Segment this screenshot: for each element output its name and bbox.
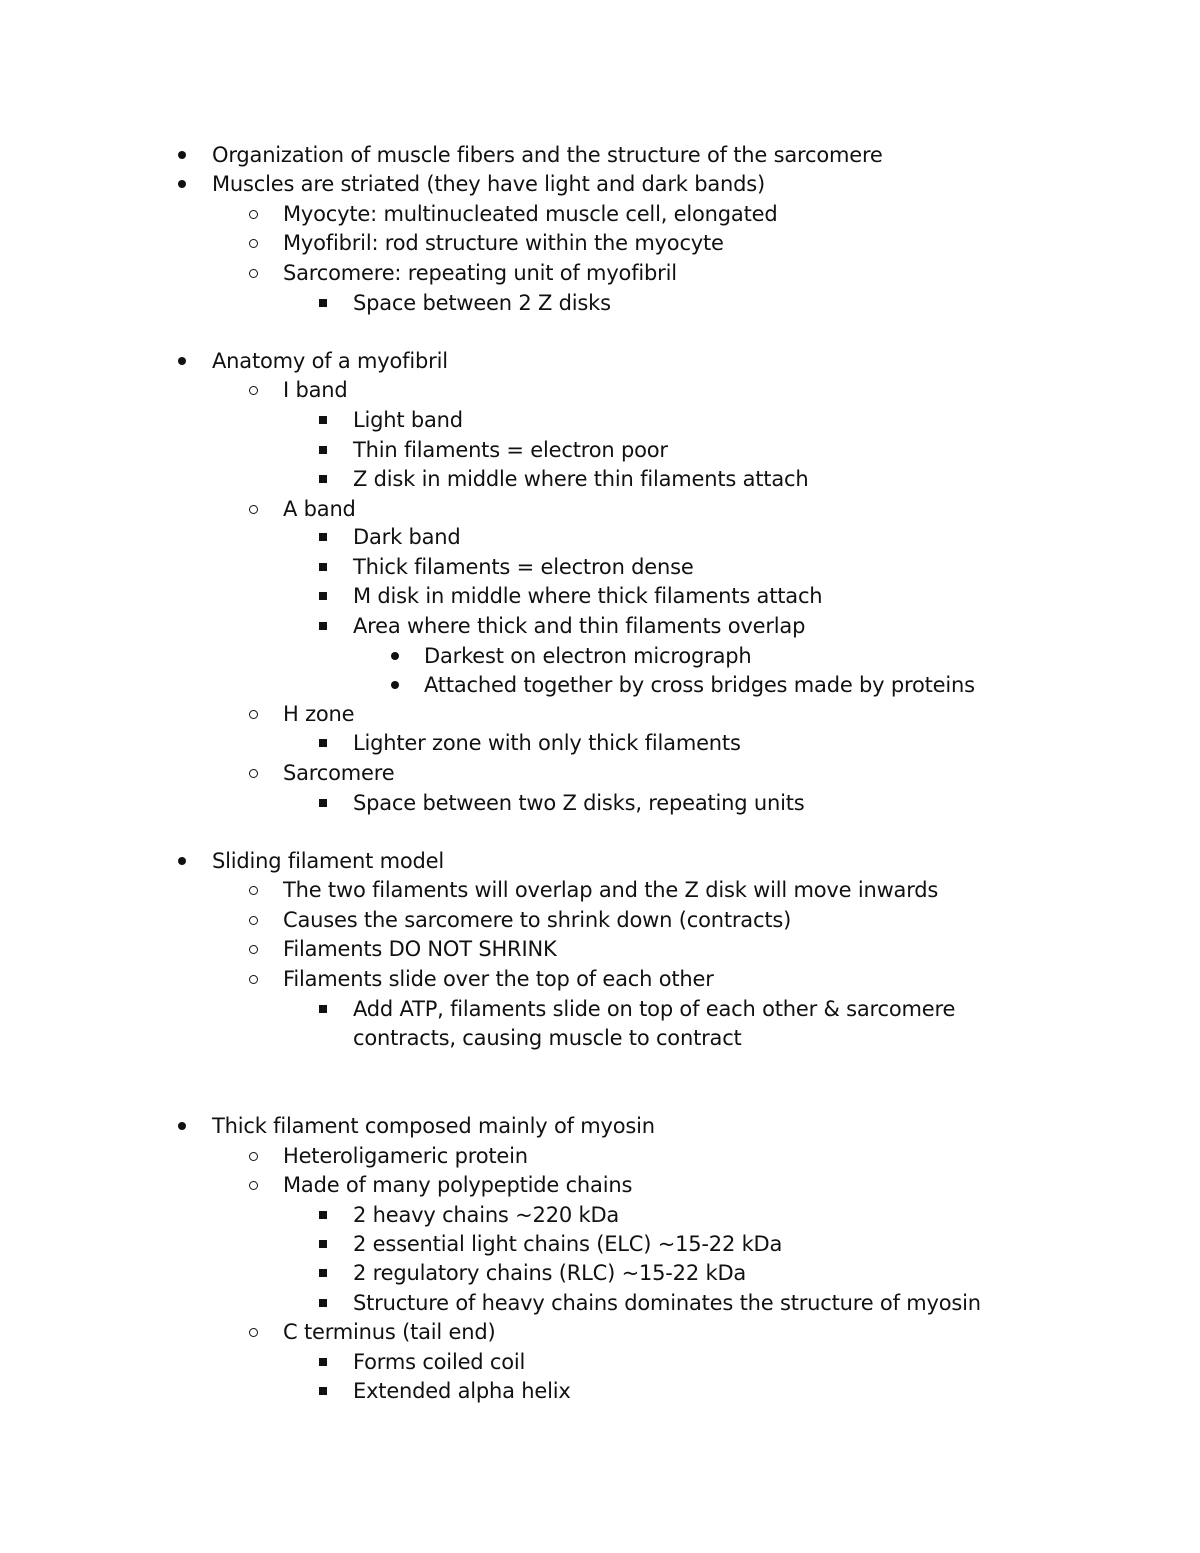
list-item-text: Space between 2 Z disks	[353, 291, 611, 315]
list-item	[0, 1376, 1200, 1406]
list-item-text: Myofibril: rod structure within the myocyte	[283, 231, 724, 255]
square-bullet-icon	[319, 475, 327, 483]
disc-bullet-icon	[178, 1122, 186, 1130]
disc-bullet-icon	[178, 357, 186, 365]
list-item	[0, 288, 1200, 318]
list-item-text: Thick filaments = electron dense	[353, 555, 694, 579]
list-item-text: Organization of muscle fibers and the structure of the sarcomere	[212, 143, 883, 167]
circle-bullet-icon	[249, 1152, 258, 1161]
circle-bullet-icon	[249, 505, 258, 514]
list-item-text: Anatomy of a myofibril	[212, 349, 448, 373]
list-item	[0, 375, 1200, 405]
list-item-text: Sliding filament model	[212, 849, 444, 873]
square-bullet-icon	[319, 1387, 327, 1395]
list-item	[0, 1288, 1200, 1318]
square-bullet-icon	[319, 799, 327, 807]
list-item-text: Filaments DO NOT SHRINK	[283, 937, 557, 961]
list-item	[0, 494, 1200, 524]
list-item-text: C terminus (tail end)	[283, 1320, 496, 1344]
square-bullet-icon	[319, 622, 327, 630]
list-item	[0, 670, 1200, 700]
square-bullet-icon	[319, 739, 327, 747]
list-item	[0, 1317, 1200, 1347]
square-bullet-icon	[319, 563, 327, 571]
disc-bullet-icon	[391, 681, 399, 689]
list-item-text: H zone	[283, 702, 355, 726]
square-bullet-icon	[319, 533, 327, 541]
list-item	[0, 1111, 1200, 1141]
circle-bullet-icon	[249, 210, 258, 219]
list-item-text: I band	[283, 378, 348, 402]
list-item-text: Sarcomere: repeating unit of myofibril	[283, 261, 677, 285]
list-item-text: Heteroligameric protein	[283, 1144, 528, 1168]
circle-bullet-icon	[249, 975, 258, 984]
circle-bullet-icon	[249, 916, 258, 925]
circle-bullet-icon	[249, 269, 258, 278]
square-bullet-icon	[319, 1211, 327, 1219]
list-item	[0, 1258, 1200, 1288]
square-bullet-icon	[319, 299, 327, 307]
list-item-text: Causes the sarcomere to shrink down (contracts)	[283, 908, 792, 932]
list-item	[0, 1347, 1200, 1377]
list-item	[0, 699, 1200, 729]
square-bullet-icon	[319, 592, 327, 600]
square-bullet-icon	[319, 1005, 327, 1013]
list-item	[0, 228, 1200, 258]
list-item	[0, 1141, 1200, 1171]
circle-bullet-icon	[249, 769, 258, 778]
list-item	[0, 552, 1200, 582]
list-item	[0, 1229, 1200, 1259]
list-item-text: Light band	[353, 408, 463, 432]
circle-bullet-icon	[249, 239, 258, 248]
list-item	[0, 905, 1200, 935]
list-item-text: 2 regulatory chains (RLC) ~15-22 kDa	[353, 1261, 747, 1285]
list-item	[0, 641, 1200, 671]
disc-bullet-icon	[178, 151, 186, 159]
list-item	[0, 140, 1200, 170]
list-item-text: Thin filaments = electron poor	[353, 438, 668, 462]
disc-bullet-icon	[178, 180, 186, 188]
list-item	[0, 994, 1200, 1024]
list-item-text: Dark band	[353, 525, 461, 549]
circle-bullet-icon	[249, 1181, 258, 1190]
list-item	[0, 934, 1200, 964]
list-item-text: Structure of heavy chains dominates the structure of myosin	[353, 1291, 981, 1315]
list-item	[0, 1200, 1200, 1230]
list-item-text: contracts, causing muscle to contract	[353, 1026, 742, 1050]
square-bullet-icon	[319, 1240, 327, 1248]
list-item-text: Lighter zone with only thick filaments	[353, 731, 741, 755]
list-item-text: A band	[283, 497, 356, 521]
list-item-text: M disk in middle where thick filaments attach	[353, 584, 823, 608]
list-item	[0, 258, 1200, 288]
list-item	[0, 728, 1200, 758]
list-item-text: Add ATP, filaments slide on top of each other & sarcomere	[353, 997, 956, 1021]
list-item	[0, 1170, 1200, 1200]
list-item	[0, 1023, 1200, 1053]
list-item	[0, 846, 1200, 876]
square-bullet-icon	[319, 416, 327, 424]
list-item-text: The two filaments will overlap and the Z disk will move inwards	[283, 878, 939, 902]
list-item-text: Attached together by cross bridges made by proteins	[424, 673, 975, 697]
list-item	[0, 199, 1200, 229]
circle-bullet-icon	[249, 1328, 258, 1337]
list-item-text: Extended alpha helix	[353, 1379, 571, 1403]
list-item-text: Darkest on electron micrograph	[424, 644, 752, 668]
list-item	[0, 346, 1200, 376]
list-item	[0, 522, 1200, 552]
list-item-text: Space between two Z disks, repeating units	[353, 791, 805, 815]
list-item	[0, 758, 1200, 788]
list-item-text: Muscles are striated (they have light and dark bands)	[212, 172, 765, 196]
list-item-text: Made of many polypeptide chains	[283, 1173, 633, 1197]
circle-bullet-icon	[249, 386, 258, 395]
list-item	[0, 435, 1200, 465]
list-item	[0, 581, 1200, 611]
list-item	[0, 875, 1200, 905]
square-bullet-icon	[319, 446, 327, 454]
list-item-text: Sarcomere	[283, 761, 395, 785]
square-bullet-icon	[319, 1358, 327, 1366]
square-bullet-icon	[319, 1299, 327, 1307]
list-item	[0, 464, 1200, 494]
list-item-text: Filaments slide over the top of each other	[283, 967, 714, 991]
list-item-text: Myocyte: multinucleated muscle cell, elongated	[283, 202, 778, 226]
list-item-text: 2 essential light chains (ELC) ~15-22 kDa	[353, 1232, 783, 1256]
list-item	[0, 169, 1200, 199]
list-item-text: Z disk in middle where thin filaments attach	[353, 467, 809, 491]
list-item-text: Area where thick and thin filaments overlap	[353, 614, 806, 638]
disc-bullet-icon	[391, 652, 399, 660]
square-bullet-icon	[319, 1269, 327, 1277]
list-item	[0, 405, 1200, 435]
list-item	[0, 788, 1200, 818]
list-item-text: Thick filament composed mainly of myosin	[212, 1114, 655, 1138]
circle-bullet-icon	[249, 710, 258, 719]
disc-bullet-icon	[178, 857, 186, 865]
list-item	[0, 611, 1200, 641]
list-item-text: 2 heavy chains ~220 kDa	[353, 1203, 620, 1227]
list-item-text: Forms coiled coil	[353, 1350, 526, 1374]
circle-bullet-icon	[249, 945, 258, 954]
list-item	[0, 964, 1200, 994]
circle-bullet-icon	[249, 886, 258, 895]
